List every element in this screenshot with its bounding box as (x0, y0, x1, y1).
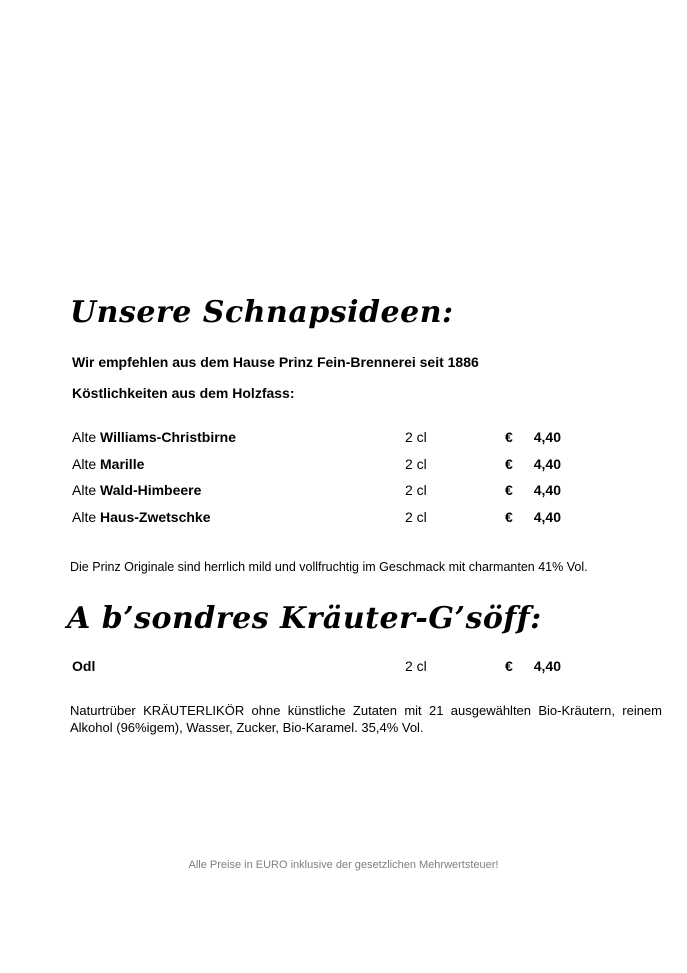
intro-line-holzfass: Köstlichkeiten aus dem Holzfass: (72, 385, 295, 401)
section-note-prinz: Die Prinz Originale sind herrlich mild und vollfruchtig im Geschmack mit charmanten 41% Vol. (70, 560, 588, 574)
section-note-kraeuterlikoer: Naturtrüber KRÄUTERLIKÖR ohne künstliche Zutaten mit 21 ausgewählten Bio-Kräutern, reinem Alkohol (96%igem), Wasser, Zucker, Bio-Karamel. 35,4% Vol. (70, 703, 662, 735)
menu-item-row (72, 482, 592, 509)
price-value: 4,40 (533, 508, 561, 525)
item-name (72, 658, 405, 674)
item-name (72, 429, 405, 445)
menu-item-row (72, 456, 592, 483)
price-value: 4,40 (533, 429, 561, 445)
item-prefix: Alte (72, 508, 101, 525)
section-heading-schnapsideen: Unsere Schnapsideen: (70, 295, 454, 330)
price-value: 4,40 (533, 455, 561, 472)
item-title: Marille (100, 455, 145, 472)
item-quantity: 2 cl (405, 455, 427, 472)
item-price (505, 482, 561, 498)
menu-item-row (72, 658, 592, 685)
item-name (72, 456, 405, 472)
item-price (505, 509, 561, 525)
price-value: 4,40 (533, 658, 561, 674)
item-prefix: Alte (72, 429, 101, 445)
menu-item-row (72, 509, 592, 536)
item-name (72, 482, 405, 498)
item-title: Williams-Christbirne (100, 429, 237, 445)
menu-list-kraeuter (72, 658, 592, 685)
item-price (505, 429, 561, 445)
price-value: 4,40 (533, 482, 561, 498)
menu-item-row (72, 429, 592, 456)
currency-symbol: € (505, 508, 513, 525)
item-title: Odl (72, 658, 96, 674)
item-quantity: 2 cl (405, 508, 427, 525)
currency-symbol: € (505, 455, 513, 472)
currency-symbol: € (505, 482, 513, 498)
item-price (505, 456, 561, 472)
item-quantity: 2 cl (405, 658, 427, 674)
item-prefix: Alte (72, 482, 101, 498)
currency-symbol: € (505, 658, 513, 674)
item-price (505, 658, 561, 674)
item-title: Haus-Zwetschke (100, 508, 211, 525)
currency-symbol: € (505, 429, 513, 445)
menu-list-schnaps (72, 429, 592, 535)
item-quantity: 2 cl (405, 429, 427, 445)
item-prefix: Alte (72, 455, 101, 472)
item-name (72, 509, 405, 525)
intro-line-brennerei: Wir empfehlen aus dem Hause Prinz Fein-Brennerei seit 1886 (72, 354, 479, 370)
item-quantity: 2 cl (405, 482, 427, 498)
item-title: Wald-Himbeere (100, 482, 202, 498)
footer-price-disclaimer: Alle Preise in EURO inklusive der gesetzlichen Mehrwertsteuer! (188, 859, 499, 871)
section-heading-kraeuter: A b’sondres Kräuter-G’söff: (67, 601, 542, 636)
